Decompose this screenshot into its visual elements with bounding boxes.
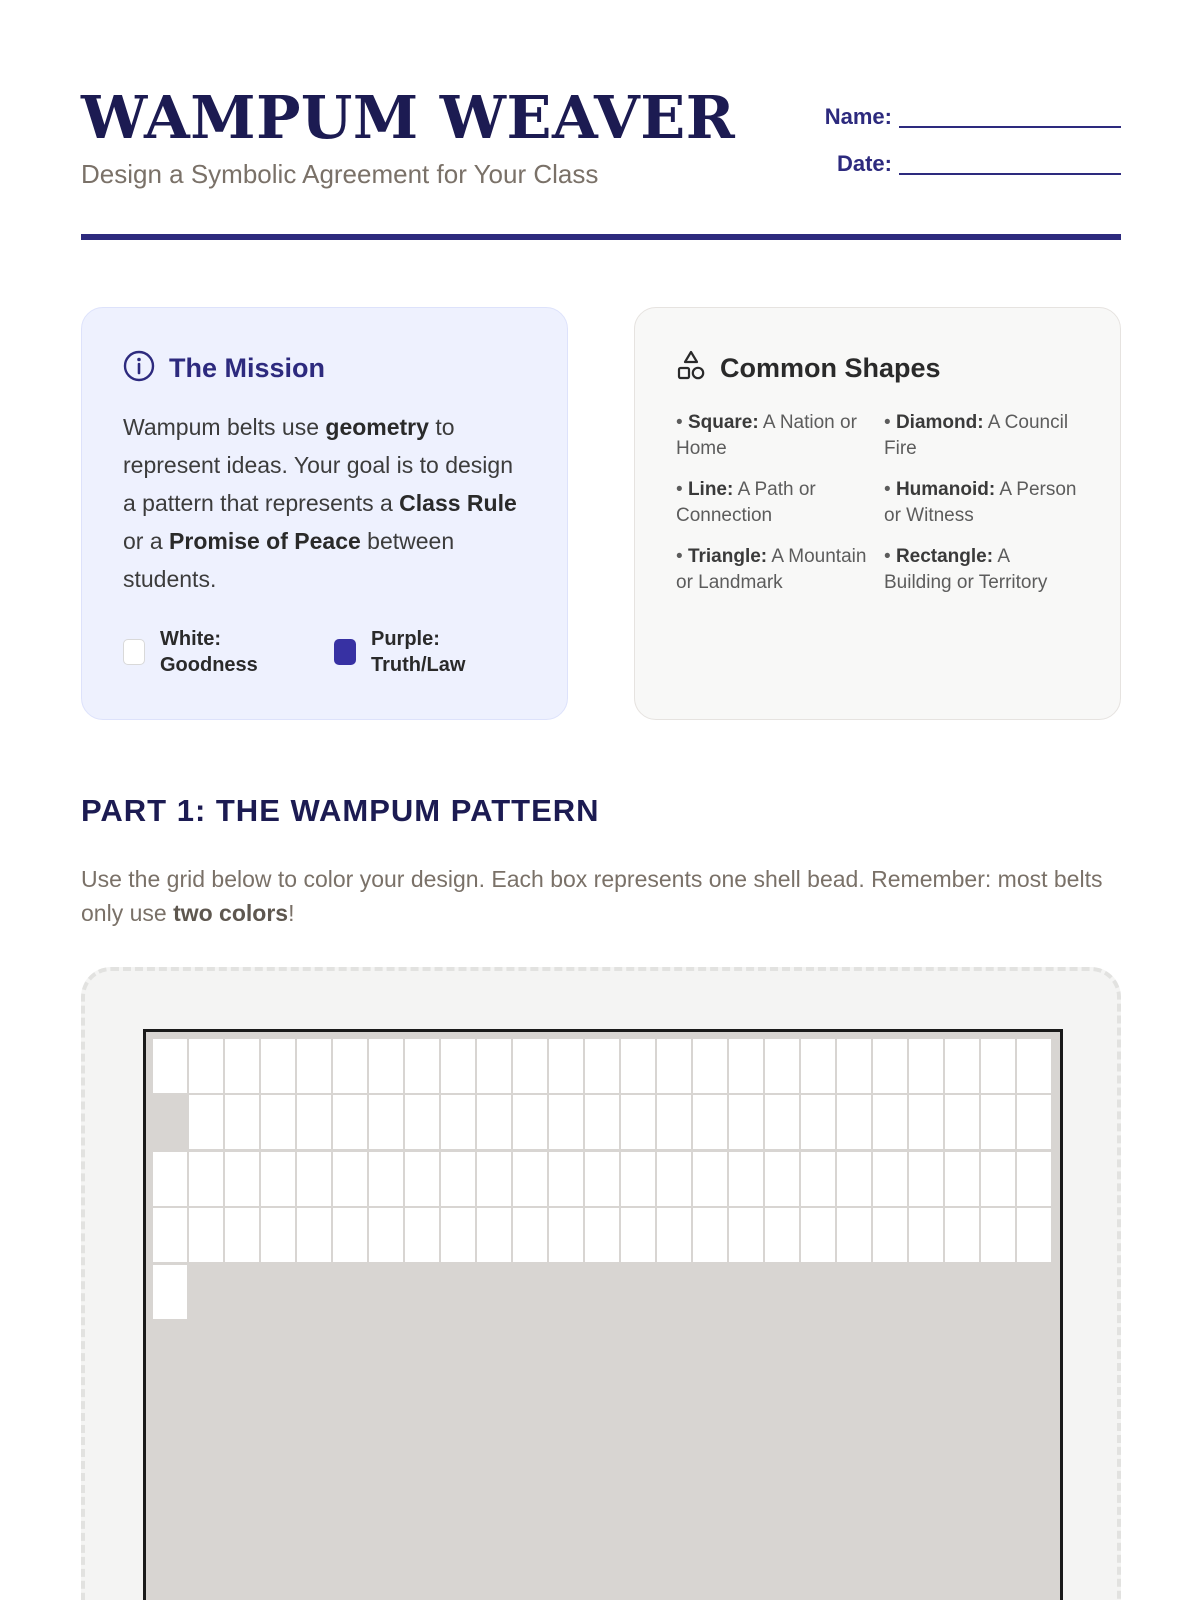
shapes-title: Common Shapes: [720, 353, 941, 383]
bead-cell[interactable]: [225, 1095, 259, 1149]
bead-cell[interactable]: [405, 1208, 439, 1262]
bead-cell[interactable]: [981, 1152, 1015, 1206]
bead-cell[interactable]: [909, 1039, 943, 1093]
bead-cell[interactable]: [333, 1208, 367, 1262]
bead-cell[interactable]: [729, 1152, 763, 1206]
bead-cell[interactable]: [333, 1095, 367, 1149]
bead-cell[interactable]: [477, 1039, 511, 1093]
part1-title: PART 1: THE WAMPUM PATTERN: [81, 793, 600, 828]
bead-cell[interactable]: [765, 1208, 799, 1262]
bead-cell[interactable]: [837, 1152, 871, 1206]
name-field[interactable]: [899, 106, 1121, 128]
bead-cell[interactable]: [873, 1039, 907, 1093]
bead-cell[interactable]: [369, 1152, 403, 1206]
bead-cell[interactable]: [729, 1095, 763, 1149]
bead-cell[interactable]: [729, 1208, 763, 1262]
bead-cell[interactable]: [1017, 1208, 1051, 1262]
bead-cell[interactable]: [693, 1152, 727, 1206]
bead-cell[interactable]: [405, 1039, 439, 1093]
bead-cell[interactable]: [297, 1095, 331, 1149]
bead-cell[interactable]: [513, 1152, 547, 1206]
date-field[interactable]: [899, 153, 1121, 175]
info-circle-icon: [123, 350, 155, 387]
bead-cell[interactable]: [657, 1095, 691, 1149]
bead-cell[interactable]: [261, 1152, 295, 1206]
shape-item-humanoid: • Humanoid: A Person or Witness: [884, 479, 1077, 526]
part1-description: Use the grid below to color your design. Each box represents one shell bead. Remember: most belts only use two colors!: [81, 866, 1103, 926]
shapes-icon: [676, 350, 706, 387]
name-row: [811, 98, 1121, 130]
bead-cell[interactable]: [801, 1152, 835, 1206]
bead-cell[interactable]: [909, 1152, 943, 1206]
bead-cell[interactable]: [225, 1152, 259, 1206]
bead-cell[interactable]: [405, 1095, 439, 1149]
bead-cell[interactable]: [405, 1152, 439, 1206]
shapes-header: [676, 350, 941, 387]
bead-cell[interactable]: [549, 1152, 583, 1206]
bead-cell[interactable]: [585, 1152, 619, 1206]
bead-cell[interactable]: [225, 1208, 259, 1262]
shape-item-line: • Line: A Path or Connection: [676, 479, 816, 526]
bead-cell[interactable]: [585, 1208, 619, 1262]
bead-cell[interactable]: [477, 1095, 511, 1149]
bead-cell[interactable]: [981, 1208, 1015, 1262]
bead-cell[interactable]: [909, 1208, 943, 1262]
color-legend: [123, 626, 545, 678]
bead-cell[interactable]: [765, 1095, 799, 1149]
bead-cell[interactable]: [369, 1039, 403, 1093]
bead-cell[interactable]: [189, 1039, 223, 1093]
date-row: [811, 145, 1121, 177]
bead-cell[interactable]: [801, 1039, 835, 1093]
bead-cell[interactable]: [837, 1208, 871, 1262]
bead-cell[interactable]: [873, 1208, 907, 1262]
bead-cell[interactable]: [261, 1039, 295, 1093]
bead-cell[interactable]: [693, 1208, 727, 1262]
bead-cell[interactable]: [621, 1095, 655, 1149]
bead-cell[interactable]: [1017, 1152, 1051, 1206]
bead-cell[interactable]: [657, 1039, 691, 1093]
bead-cell[interactable]: [801, 1208, 835, 1262]
shape-item-diamond: • Diamond: A Council Fire: [884, 412, 1069, 459]
bead-cell[interactable]: [873, 1095, 907, 1149]
bead-cell[interactable]: [549, 1208, 583, 1262]
bead-cell[interactable]: [261, 1208, 295, 1262]
bead-cell[interactable]: [369, 1208, 403, 1262]
bead-cell[interactable]: [513, 1208, 547, 1262]
bead-cell[interactable]: [549, 1039, 583, 1093]
student-info: [811, 98, 1121, 192]
bead-cell[interactable]: [189, 1095, 223, 1149]
bead-cell[interactable]: [945, 1095, 979, 1149]
bead-cell[interactable]: [333, 1152, 367, 1206]
bead-cell[interactable]: [765, 1152, 799, 1206]
mission-title: The Mission: [169, 353, 326, 383]
bead-cell[interactable]: [621, 1152, 655, 1206]
name-label: Name:: [824, 104, 892, 129]
bead-cell[interactable]: [657, 1208, 691, 1262]
bead-cell[interactable]: [657, 1152, 691, 1206]
bead-cell[interactable]: [153, 1039, 187, 1093]
grid-container: [81, 967, 1121, 1600]
white-swatch: [123, 639, 145, 665]
bead-cell[interactable]: [441, 1208, 475, 1262]
date-label: Date:: [836, 151, 892, 176]
bead-cell[interactable]: [585, 1095, 619, 1149]
bead-cell[interactable]: [153, 1208, 187, 1262]
bead-cell[interactable]: [261, 1095, 295, 1149]
bead-cell[interactable]: [369, 1095, 403, 1149]
bead-cell[interactable]: [441, 1152, 475, 1206]
bead-cell[interactable]: [585, 1039, 619, 1093]
page-subtitle: Design a Symbolic Agreement for Your Class: [81, 159, 599, 189]
bead-cell[interactable]: [441, 1095, 475, 1149]
header-divider: [81, 234, 1121, 240]
bead-cell[interactable]: [765, 1039, 799, 1093]
bead-cell[interactable]: [621, 1039, 655, 1093]
bead-cell[interactable]: [801, 1095, 835, 1149]
legend-label: White: Goodness: [160, 628, 258, 676]
bead-cell[interactable]: [621, 1208, 655, 1262]
legend-item-white: [123, 626, 334, 678]
bead-cell[interactable]: [837, 1039, 871, 1093]
bead-cell[interactable]: [189, 1208, 223, 1262]
bead-cell[interactable]: [297, 1039, 331, 1093]
purple-swatch: [334, 639, 356, 665]
bead-cell[interactable]: [297, 1152, 331, 1206]
bead-cell[interactable]: [513, 1095, 547, 1149]
bead-cell[interactable]: [333, 1039, 367, 1093]
shape-item-square: • Square: A Nation or Home: [676, 412, 857, 459]
mission-header: [123, 350, 325, 387]
bead-cell[interactable]: [945, 1208, 979, 1262]
bead-cell[interactable]: [693, 1039, 727, 1093]
bead-cell[interactable]: [513, 1039, 547, 1093]
bead-cell[interactable]: [981, 1039, 1015, 1093]
shape-item-rectangle: • Rectangle: A Building or Territory: [884, 546, 1048, 593]
page-header: [81, 82, 1121, 242]
bead-cell[interactable]: [693, 1095, 727, 1149]
bead-cell[interactable]: [549, 1095, 583, 1149]
legend-label: Purple: Truth/Law: [371, 628, 466, 676]
bead-cell[interactable]: [153, 1265, 187, 1319]
shape-item-triangle: • Triangle: A Mountain or Landmark: [676, 546, 867, 593]
mission-card: [81, 307, 568, 720]
bead-cell[interactable]: [1017, 1095, 1051, 1149]
bead-cell[interactable]: [945, 1152, 979, 1206]
bead-cell[interactable]: [837, 1095, 871, 1149]
bead-grid[interactable]: [143, 1029, 1063, 1600]
bead-cell[interactable]: [477, 1152, 511, 1206]
shapes-card: [634, 307, 1121, 720]
page-title: WAMPUM WEAVER: [81, 83, 736, 152]
bead-cell[interactable]: [909, 1095, 943, 1149]
legend-item-purple: [334, 626, 545, 678]
bead-cell[interactable]: [477, 1208, 511, 1262]
bead-cell[interactable]: [729, 1039, 763, 1093]
bead-cell[interactable]: [189, 1152, 223, 1206]
bead-cell[interactable]: [945, 1039, 979, 1093]
bead-cell[interactable]: [441, 1039, 475, 1093]
bead-cell[interactable]: [153, 1152, 187, 1206]
bead-cell[interactable]: [1017, 1039, 1051, 1093]
mission-text: Wampum belts use geometry to represent ideas. Your goal is to design a pattern that represents a Class Rule or a Promise of Peace between students.: [123, 414, 517, 592]
bead-cell[interactable]: [297, 1208, 331, 1262]
bead-cell[interactable]: [981, 1095, 1015, 1149]
bead-cell[interactable]: [225, 1039, 259, 1093]
shapes-list: [676, 410, 1092, 596]
bead-cell[interactable]: [873, 1152, 907, 1206]
